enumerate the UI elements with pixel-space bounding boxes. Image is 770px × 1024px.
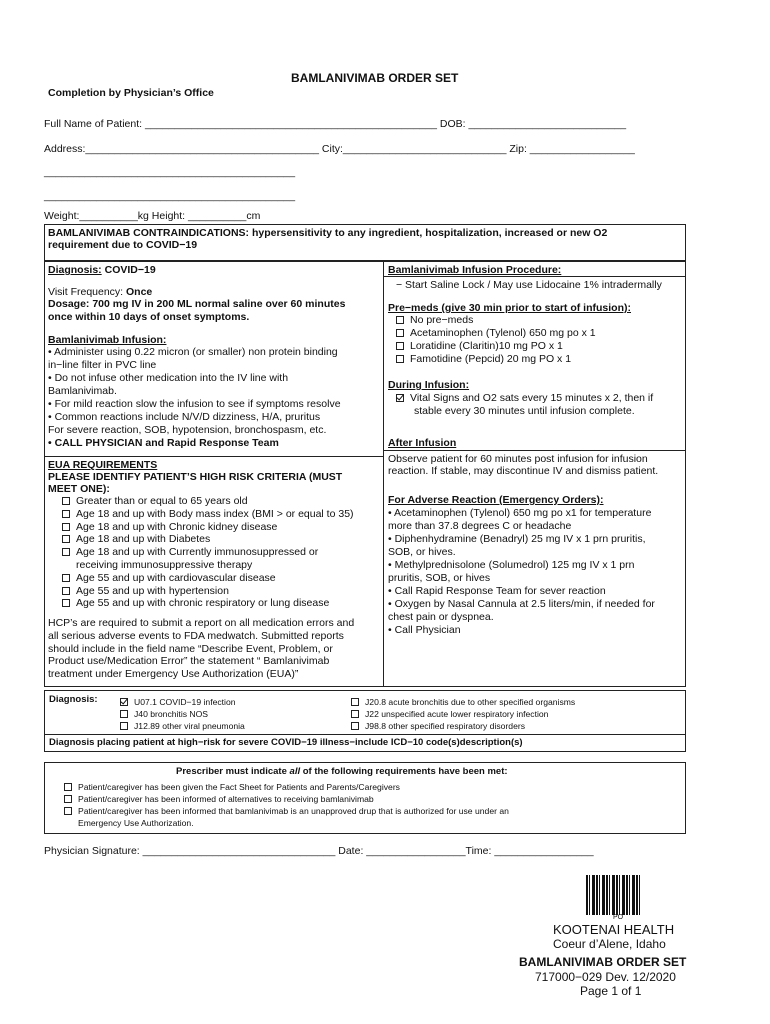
checkbox[interactable]: [62, 510, 70, 518]
org-name: KOOTENAI HEALTH: [553, 922, 675, 937]
checkbox[interactable]: [351, 710, 359, 718]
criteria-item[interactable]: Age 55 and up with chronic respiratory or lung disease: [62, 597, 354, 610]
list-item: in−line filter in PVC line: [48, 359, 157, 371]
barcode: [586, 875, 642, 915]
list-item: SOB, or hives.: [388, 546, 456, 558]
eua-subheading-1: PLEASE IDENTIFY PATIENT’S HIGH RISK CRITERIA (MUST: [48, 471, 343, 483]
checkbox[interactable]: [120, 722, 128, 730]
list-item: • Call Rapid Response Team for sever reaction: [388, 585, 606, 597]
requirement-item[interactable]: Patient/caregiver has been informed that bamlanivimab is an unapproved drup that is authorized for use under an: [64, 805, 509, 817]
during-line-2: stable every 30 minutes until infusion complete.: [414, 405, 635, 417]
form-id: 717000−029 Dev. 12/2020: [535, 970, 676, 984]
checkbox[interactable]: [64, 807, 72, 815]
prescriber-heading-em: all: [289, 766, 301, 777]
code-item[interactable]: J98.8 other specified respiratory disorders: [351, 720, 575, 732]
procedure-heading: Bamlanivimab Infusion Procedure:: [388, 264, 562, 276]
barcode-label: PO: [613, 914, 624, 921]
visit-value: Once: [126, 286, 153, 298]
list-item: For severe reaction, SOB, hypotension, bronchospasm, etc.: [48, 424, 327, 436]
premed-item[interactable]: Famotidine (Pepcid) 20 mg PO x 1: [396, 353, 596, 366]
infusion-list: [48, 346, 341, 450]
visit-label: Visit Frequency:: [48, 286, 127, 298]
list-item: • Diphenhydramine (Benadryl) 25 mg IV x 1 prn pruritis,: [388, 533, 646, 545]
criteria-item[interactable]: Age 18 and up with Diabetes: [62, 533, 354, 546]
premed-item[interactable]: Acetaminophen (Tylenol) 650 mg po x 1: [396, 327, 596, 340]
premed-item[interactable]: Loratidine (Claritin)10 mg PO x 1: [396, 340, 596, 353]
list-item: • For mild reaction slow the infusion to see if symptoms resolve: [48, 398, 341, 410]
hcp-note: [48, 617, 354, 681]
checkbox[interactable]: [64, 783, 72, 791]
checkbox[interactable]: [62, 535, 70, 543]
contraindications-box: [44, 224, 686, 261]
criteria-item[interactable]: Age 18 and up with Body mass index (BMI > or equal to 35): [62, 508, 354, 521]
adverse-heading: For Adverse Reaction (Emergency Orders):: [388, 494, 604, 506]
patient-name-field[interactable]: Full Name of Patient: __________________________________________________ DOB: ___________________________: [44, 118, 627, 130]
after-line: Observe patient for 60 minutes post infusion for infusion: [388, 453, 648, 465]
criteria-item[interactable]: Greater than or equal to 65 years old: [62, 495, 354, 508]
weight-height-field[interactable]: Weight:__________kg Height: __________cm: [44, 210, 261, 222]
list-item: • Oxygen by Nasal Cannula at 2.5 liters/min, if needed for: [388, 598, 655, 610]
address-line-2[interactable]: ___________________________________________: [44, 166, 296, 178]
diagnosis-label: Diagnosis:: [48, 264, 102, 276]
form-title: BAMLANIVIMAB ORDER SET: [519, 955, 687, 969]
list-item: chest pain or dyspnea.: [388, 611, 494, 623]
checkbox[interactable]: [396, 355, 404, 363]
code-item[interactable]: J22 unspecified acute lower respiratory infection: [351, 708, 575, 720]
call-physician-item: • CALL PHYSICIAN and Rapid Response Team: [48, 437, 279, 449]
criteria-list: [62, 495, 354, 610]
prescriber-list: [64, 781, 509, 829]
hcp-line: treatment under Emergency Use Authorization (EUA)”: [48, 668, 299, 681]
premed-item[interactable]: No pre−meds: [396, 314, 596, 327]
checkbox[interactable]: [62, 523, 70, 531]
checkbox[interactable]: [351, 698, 359, 706]
dosage-line2: once within 10 days of onset symptoms.: [48, 311, 250, 323]
checkbox-checked[interactable]: [396, 394, 404, 402]
criteria-item[interactable]: Age 55 and up with cardiovascular disease: [62, 572, 354, 585]
adverse-list: [388, 507, 655, 637]
during-heading: During Infusion:: [388, 379, 470, 391]
hcp-line: all serious adverse events to FDA medwatch. Submitted reports: [48, 629, 344, 642]
requirement-item-cont: Emergency Use Authorization.: [78, 818, 194, 828]
left-divider: [44, 456, 384, 457]
diagnosis-codes-right: [351, 696, 575, 732]
right-divider-2: [383, 450, 686, 451]
list-item: • Administer using 0.22 micron (or smaller) non protein binding: [48, 346, 338, 358]
checkbox[interactable]: [396, 329, 404, 337]
checkbox[interactable]: [62, 587, 70, 595]
checkbox[interactable]: [351, 722, 359, 730]
premeds-heading: Pre−meds (give 30 min prior to start of infusion):: [388, 302, 631, 314]
hcp-line: HCP’s are required to submit a report on all medication errors and: [48, 617, 355, 629]
checkbox[interactable]: [62, 599, 70, 607]
after-note: [388, 453, 658, 477]
prescriber-heading-post: of the following requirements have been met:: [300, 766, 508, 777]
code-item[interactable]: J40 bronchitis NOS: [120, 708, 245, 720]
right-divider-1: [383, 276, 686, 277]
diagnosis-line: [48, 264, 156, 276]
requirement-item[interactable]: Patient/caregiver has been given the Fact Sheet for Patients and Parents/Caregivers: [64, 781, 509, 793]
list-item: • Acetaminophen (Tylenol) 650 mg po x1 for temperature: [388, 507, 652, 519]
criteria-item-cont: receiving immunosuppressive therapy: [76, 558, 253, 571]
checkbox[interactable]: [120, 710, 128, 718]
contraindications-line2: requirement due to COVID−19: [48, 239, 198, 251]
checkbox[interactable]: [62, 574, 70, 582]
criteria-item[interactable]: Age 18 and up with Currently immunosuppressed or: [62, 546, 354, 559]
code-item[interactable]: J20.8 acute bronchitis due to other specified organisms: [351, 696, 575, 708]
contraindications-line1: BAMLANIVIMAB CONTRAINDICATIONS: hypersensitivity to any ingredient, hospitalization, increased or new O2: [48, 227, 608, 239]
during-item[interactable]: Vital Signs and O2 sats every 15 minutes x 2, then if stable every 30 minutes until infusion complete.: [396, 392, 653, 418]
diagnosis-codes-footer: Diagnosis placing patient at high−risk for severe COVID−19 illness−include ICD−10 code(s)description(s): [49, 737, 523, 748]
criteria-item[interactable]: Age 55 and up with hypertension: [62, 585, 354, 598]
visit-frequency: [48, 286, 152, 298]
premeds-list: [396, 314, 596, 366]
requirement-item[interactable]: Patient/caregiver has been informed of alternatives to receiving bamlanivimab: [64, 793, 509, 805]
eua-subheading-2: MEET ONE):: [48, 483, 110, 495]
eua-heading: EUA REQUIREMENTS: [48, 459, 158, 471]
dosage-line1: Dosage: 700 mg IV in 200 ML normal saline over 60 minutes: [48, 298, 346, 310]
after-line: reaction. If stable, may discontinue IV and dismiss patient.: [388, 465, 659, 477]
checkbox[interactable]: [396, 342, 404, 350]
checkbox-checked[interactable]: [120, 698, 128, 706]
column-divider: [383, 261, 384, 687]
address-field[interactable]: Address:________________________________________ City:____________________________ Zip: __________________: [44, 143, 635, 155]
criteria-item[interactable]: Age 18 and up with Chronic kidney disease: [62, 521, 354, 534]
checkbox[interactable]: [62, 548, 70, 556]
address-line-3[interactable]: ___________________________________________: [44, 190, 296, 202]
checkbox[interactable]: [64, 795, 72, 803]
diagnosis-value: COVID−19: [101, 264, 156, 276]
list-item: • Methylprednisolone (Solumedrol) 125 mg IV x 1 prn: [388, 559, 635, 571]
code-item[interactable]: J12.89 other viral pneumonia: [120, 720, 245, 732]
checkbox[interactable]: [396, 316, 404, 324]
after-heading: After Infusion: [388, 437, 457, 449]
diagnosis-codes-divider: [44, 734, 686, 735]
prescriber-heading-pre: Prescriber must indicate: [176, 766, 290, 777]
list-item: • Call Physician: [388, 624, 461, 636]
hcp-line: Product use/Medication Error” the statement “ Bamlanivimab: [48, 655, 330, 668]
completion-note: Completion by Physician’s Office: [48, 87, 214, 99]
list-item: • Do not infuse other medication into the IV line with: [48, 372, 289, 384]
list-item: more than 37.8 degrees C or headache: [388, 520, 572, 532]
list-item: • Common reactions include N/V/D dizziness, H/A, pruritus: [48, 411, 321, 423]
checkbox[interactable]: [62, 497, 70, 505]
prescriber-heading: [176, 766, 508, 777]
org-city: Coeur d’Alene, Idaho: [553, 937, 666, 951]
code-item[interactable]: U07.1 COVID−19 infection: [120, 696, 245, 708]
diagnosis-codes-left: [120, 696, 245, 732]
procedure-line: − Start Saline Lock / May use Lidocaine 1% intradermally: [396, 279, 662, 291]
list-item: pruritis, SOB, or hives: [388, 572, 491, 584]
diagnosis-codes-label: Diagnosis:: [49, 694, 98, 705]
hcp-line: should include in the field name “Describe Event, Problem, or: [48, 642, 333, 655]
signature-field[interactable]: Physician Signature: _________________________________ Date: _________________Time: _________________: [44, 845, 594, 857]
infusion-heading: Bamlanivimab Infusion:: [48, 334, 167, 346]
page-number: Page 1 of 1: [580, 984, 642, 998]
page-title: BAMLANIVIMAB ORDER SET: [291, 71, 459, 85]
list-item: Bamlanivimab.: [48, 385, 117, 397]
